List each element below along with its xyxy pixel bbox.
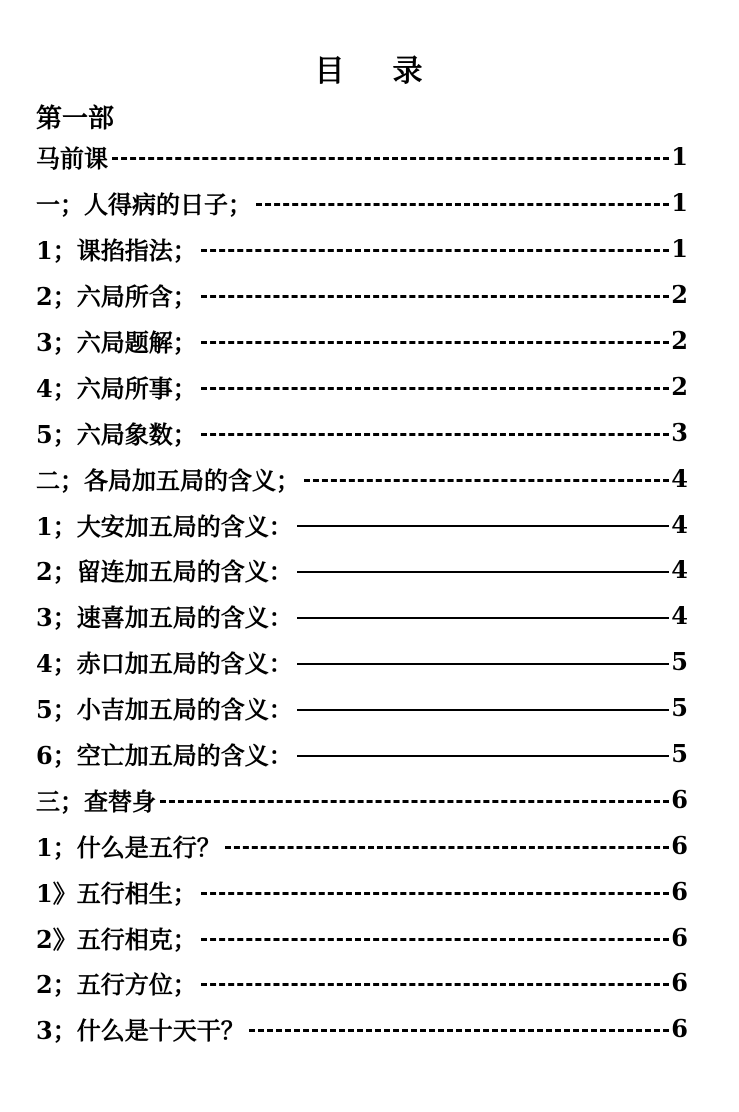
toc-entry-label: 2；六局所含； [36,282,197,312]
toc-entry [36,731,688,777]
toc-entry-label: 三；查替身 [36,786,156,816]
dot-leader [201,433,670,436]
toc-entry-label: 2》五行相克； [36,924,197,954]
dot-leader [201,249,670,252]
toc-entry-label: 3；六局题解； [36,328,197,357]
section-heading: 第一部 [36,104,115,134]
toc-entry-page: 6 [671,922,688,952]
toc-entry [36,409,688,455]
toc-entry-page: 4 [671,601,688,631]
dot-leader [201,295,670,298]
dot-leader [304,479,669,482]
toc-entry-page: 2 [671,371,688,401]
toc-entry [36,868,688,914]
toc-entry-page: 5 [671,739,688,769]
toc-entry [36,1006,688,1052]
toc-entry-page: 4 [671,509,688,539]
toc-entry-label: 3；速喜加五局的含义： [36,603,293,633]
toc-entry [36,272,688,318]
toc-entry [36,960,688,1006]
title-char-1: 目 [314,54,347,89]
toc-entry [36,914,688,960]
toc-entry-page: 5 [671,693,688,723]
dot-leader [297,709,670,711]
toc-entry [36,593,688,639]
toc-entry [36,639,688,685]
toc-entry-label: 6；空亡加五局的含义： [36,741,293,771]
toc-entry-label: 5；小吉加五局的含义： [36,695,293,725]
toc-entry-label: 3；什么是十天干？ [36,1016,245,1046]
toc-entry [36,134,688,180]
dot-leader [225,846,670,849]
toc-entry-page: 4 [671,463,688,493]
toc-entry-page: 2 [671,326,688,355]
dot-leader [201,341,670,344]
dot-leader [201,938,670,941]
dot-leader [201,387,670,390]
toc-entry-page: 6 [671,784,688,814]
toc-entry-page: 6 [671,1014,688,1044]
dot-leader [160,800,669,803]
toc-entry-label: 2；五行方位； [36,970,197,1000]
toc-entry-page: 6 [671,830,688,860]
toc-entry [36,363,688,409]
toc-entry-page: 6 [671,968,688,998]
toc-entry [36,822,688,868]
toc-entry-page: 5 [671,647,688,677]
dot-leader [297,663,670,665]
toc-entry-label: 4；赤口加五局的含义： [36,649,293,679]
toc-entry [36,685,688,731]
toc-entry-label: 马前课 [36,144,108,174]
toc-entry-label: 1；大安加五局的含义： [36,511,293,541]
dot-leader [297,571,670,573]
toc-entry [36,318,688,364]
toc-entry-label: 1；课掐指法； [36,236,197,266]
title-char-2: 录 [392,54,425,89]
toc-entry [36,547,688,593]
toc-entry [36,226,688,272]
dot-leader [297,755,670,757]
toc-entry-page: 1 [671,142,688,172]
toc-entry-page: 2 [671,280,688,310]
toc-entry-label: 5；六局象数； [36,419,197,449]
dot-leader [249,1029,670,1032]
toc-entry-label: 一；人得病的日子； [36,190,252,220]
toc-entry-page: 1 [671,234,688,264]
toc-entry-label: 1》五行相生； [36,878,197,908]
toc-entry [36,455,688,501]
toc-entry-page: 1 [671,188,688,218]
dot-leader [201,892,670,895]
toc-entry [36,501,688,547]
dot-leader [256,203,669,206]
dot-leader [297,525,670,527]
toc-entry-label: 二；各局加五局的含义； [36,465,300,495]
toc-entry [36,180,688,226]
dot-leader [297,617,670,619]
toc-entry-label: 2；留连加五局的含义： [36,557,293,587]
toc-entry-page: 3 [671,417,688,447]
toc-entry [36,776,688,822]
toc-entry-label: 4；六局所事； [36,373,197,403]
toc-entry-page: 4 [671,555,688,585]
toc-list [36,134,688,1052]
dot-leader [201,983,670,986]
dot-leader [112,157,669,160]
toc-entry-label: 1；什么是五行？ [36,832,221,862]
toc-entry-page: 6 [671,876,688,906]
page-title [0,46,739,90]
